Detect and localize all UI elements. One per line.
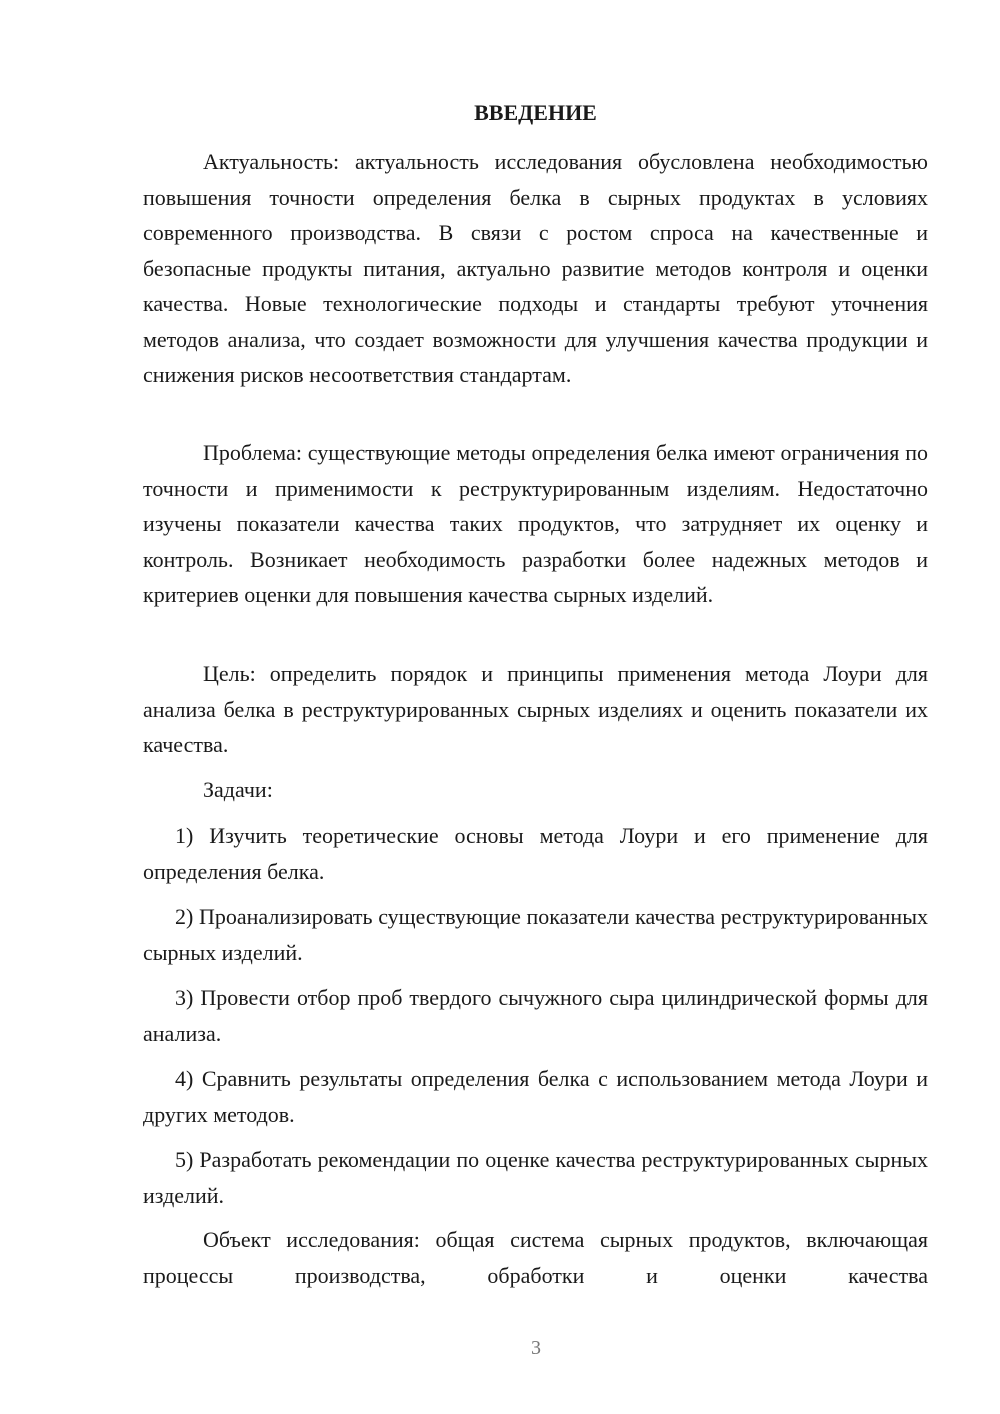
task-item-5: 5) Разработать рекомендации по оценке качества реструктурированных сырных изделий. <box>143 1147 928 1208</box>
paragraph-relevance: Актуальность: актуальность исследования обусловлена необходимостью повышения точности определения белка в сырных продуктах в условиях современного производства. В связи с ростом спроса на качественные и безопасные продукты питания, актуально развитие методов контроля и оценки качества. Новые технологические подходы и стандарты требуют уточнения методов анализа, что создает возможности для улучшения качества продукции и снижения рисков несоответствия стандартам. <box>143 149 928 387</box>
task-item-1: 1) Изучить теоретические основы метода Лоури и его применение для определения белка. <box>143 823 928 884</box>
page-number: 3 <box>531 1337 541 1359</box>
tasks-label: Задачи: <box>203 777 273 802</box>
task-item-3: 3) Провести отбор проб твердого сычужного сыра цилиндрической формы для анализа. <box>143 985 928 1046</box>
section-heading: ВВЕДЕНИЕ <box>474 100 597 125</box>
task-item-2: 2) Проанализировать существующие показатели качества реструктурированных сырных изделий. <box>143 904 928 965</box>
paragraph-goal: Цель: определить порядок и принципы применения метода Лоури для анализа белка в реструктурированных сырных изделиях и оценить показатели их качества. <box>143 661 928 757</box>
paragraph-problem: Проблема: существующие методы определения белка имеют ограничения по точности и применимости к реструктурированным изделиям. Недостаточно изучены показатели качества таких продуктов, что затрудняет их оценку и контроль. Возникает необходимость разработки более надежных методов и критериев оценки для повышения качества сырных изделий. <box>143 440 928 607</box>
task-item-4: 4) Сравнить результаты определения белка с использованием метода Лоури и других методов. <box>143 1066 928 1127</box>
paragraph-object: Объект исследования: общая система сырных продуктов, включающая процессы производства, обработки и оценки качества <box>143 1227 928 1288</box>
